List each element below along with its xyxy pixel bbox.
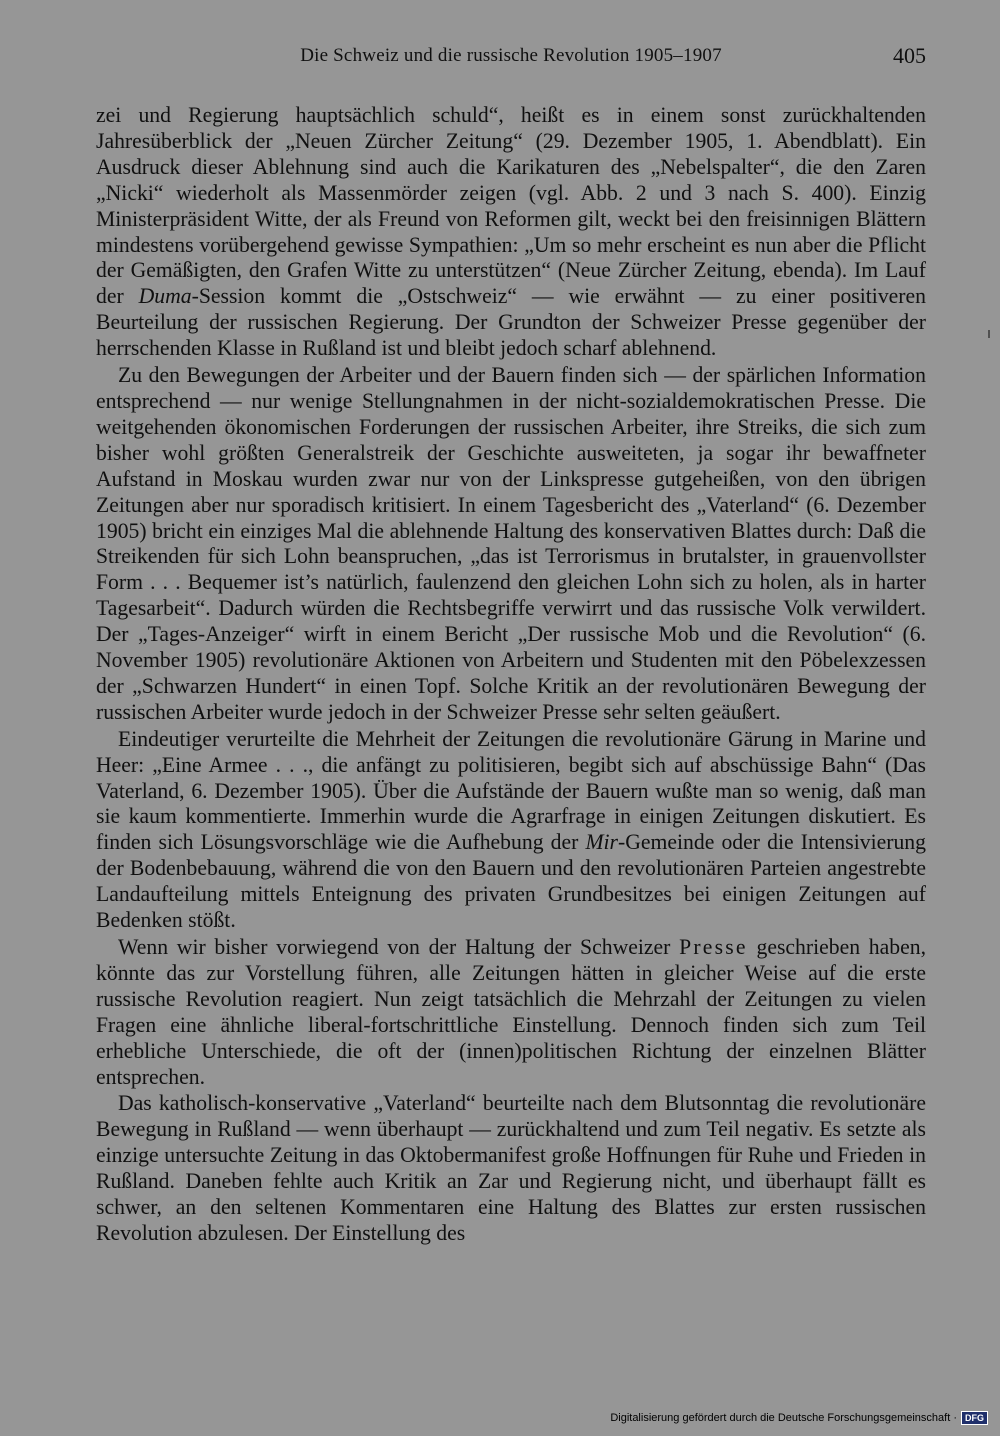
- page-number: 405: [893, 43, 926, 68]
- paragraph-2: Zu den Bewegungen der Arbeiter und der Bauern finden sich — der spärlichen Information entsprechend — nur wenige Stellungnahmen in der nicht-sozialdemokratischen Presse. Die weitgehenden ökonomischen Forderungen der russischen Arbeiter, ihre Streiks, die sich zum bisher wohl größten Generalstreik der Geschichte ausweiteten, ja sogar ihr bewaffneter Aufstand in Moskau wurden zwar nur von der Linkspresse gutgeheißen, von den übrigen Zeitungen aber nur sporadisch kritisiert. In einem Tagesbericht des „Vaterland“ (6. Dezember 1905) bricht ein einziges Mal die ablehnende Haltung des konservativen Blattes durch: Daß die Streikenden für sich Lohn beanspruchen, „das ist Terrorismus in brutalster, in grauenvollster Form . . . Bequemer ist’s natürlich, faulenzend den gleichen Lohn sich zu holen, als in harter Tagesarbeit“. Dadurch würden die Rechtsbegriffe verwirrt und das russische Volk verwildert. Der „Tages-Anzeiger“ wirft in einem Bericht „Der russische Mob und die Revolution“ (6. November 1905) revolutionäre Aktionen von Arbeitern und Studenten mit den Pöbelexzessen der „Schwarzen Hundert“ in einen Topf. Solche Kritik an der revolutionären Bewegung der russischen Arbeiter wurde jedoch in der Schweizer Presse sehr selten geäußert.: [96, 363, 926, 724]
- dfg-logo: DFG: [961, 1411, 988, 1425]
- scan-edge-mark: [988, 330, 990, 338]
- running-title: Die Schweiz und die russische Revolution 1905–1907: [300, 45, 722, 66]
- paragraph-4-spaced-term: Presse: [679, 935, 748, 959]
- footer-credit-text: Digitalisierung gefördert durch die Deutsche Forschungsgemeinschaft ·: [610, 1412, 957, 1424]
- paragraph-1-italic-term: Duma: [138, 284, 192, 309]
- paragraph-1-part-b: -Session kommt die „Ostschweiz“ — wie erwähnt — zu einer positiveren Beurteilung der russischen Regierung. Der Grundton der Schweizer Presse gegenüber der herrschenden Klasse in Rußland ist und bleibt jedoch scharf ablehnend.: [96, 284, 926, 361]
- paragraph-3-italic-term: Mir: [585, 830, 618, 855]
- paragraph-4-part-b: geschrieben haben, könnte das zur Vorstellung führen, alle Zeitungen hätten in gleicher Weise auf die erste russische Revolution reagiert. Nun zeigt tatsächlich die Mehrzahl der Zeitungen zu vielen Fragen eine ähnliche liberal-fortschrittliche Einstellung. Dennoch finden sich zum Teil erhebliche Unterschiede, die oft der (innen)politischen Richtung der einzelnen Blätter entsprechen.: [96, 935, 926, 1089]
- footer-credit: [610, 1411, 988, 1425]
- paragraph-3-part-a: Eindeutiger verurteilte die Mehrheit der Zeitungen die revolutionäre Gärung in Marine und Heer: „Eine Armee . . ., die anfängt zu politisieren, begibt sich auf abschüssige Bahn“ (Das Vaterland, 6. Dezember 1905). Über die Aufstände der Bauern wußte man so wenig, daß man sie kaum kommentierte. Immerhin wurde die Agrarfrage in einigen Zeitungen diskutiert. Es finden sich Lösungsvorschläge wie die Aufhebung der: [96, 726, 926, 855]
- body-text: [96, 103, 926, 1247]
- running-head: [96, 45, 926, 75]
- paragraph-4-part-a: Wenn wir bisher vorwiegend von der Haltung der Schweizer: [118, 935, 680, 959]
- paragraph-1-part-a: zei und Regierung hauptsächlich schuld“, heißt es in einem sonst zurückhaltenden Jahresüberblick der „Neuen Zürcher Zeitung“ (29. Dezember 1905, 1. Abendblatt). Ein Ausdruck dieser Ablehnung sind auch die Karikaturen des „Nebelspalter“, die den Zaren „Nicki“ wiederholt als Massenmörder zeigen (vgl. Abb. 2 und 3 nach S. 400). Einzig Ministerpräsident Witte, der als Freund von Reformen gilt, weckt bei den freisinnigen Blättern mindestens vorübergehend gewisse Sympathien: „Um so mehr erscheint es nun aber die Pflicht der Gemäßigten, den Grafen Witte zu unterstützen“ (Neue Zürcher Zeitung, ebenda). Im Lauf der: [96, 103, 926, 309]
- paragraph-3-part-b: -Gemeinde oder die Intensivierung der Bodenbebauung, während die von den Bauern und den revolutionären Parteien angestrebte Landaufteilung mittels Enteignung des privaten Grundbesitzes bei einigen Zeitungen auf Bedenken stößt.: [96, 830, 926, 933]
- paragraph-3: [96, 727, 926, 934]
- paragraph-1: [96, 103, 926, 362]
- paragraph-5: Das katholisch-konservative „Vaterland“ beurteilte nach dem Blutsonntag die revolutionäre Bewegung in Rußland — wenn überhaupt — zurückhaltend und zum Teil negativ. Es setzte als einzige untersuchte Zeitung in das Oktobermanifest große Hoffnungen für Ruhe und Frieden in Rußland. Daneben fehlte auch Kritik an Zar und Regierung nicht, und überhaupt fällt es schwer, an den seltenen Kommentaren eine Haltung des Blattes zur ersten russischen Revolution abzulesen. Der Einstellung des: [96, 1091, 926, 1245]
- paragraph-4: [96, 935, 926, 1090]
